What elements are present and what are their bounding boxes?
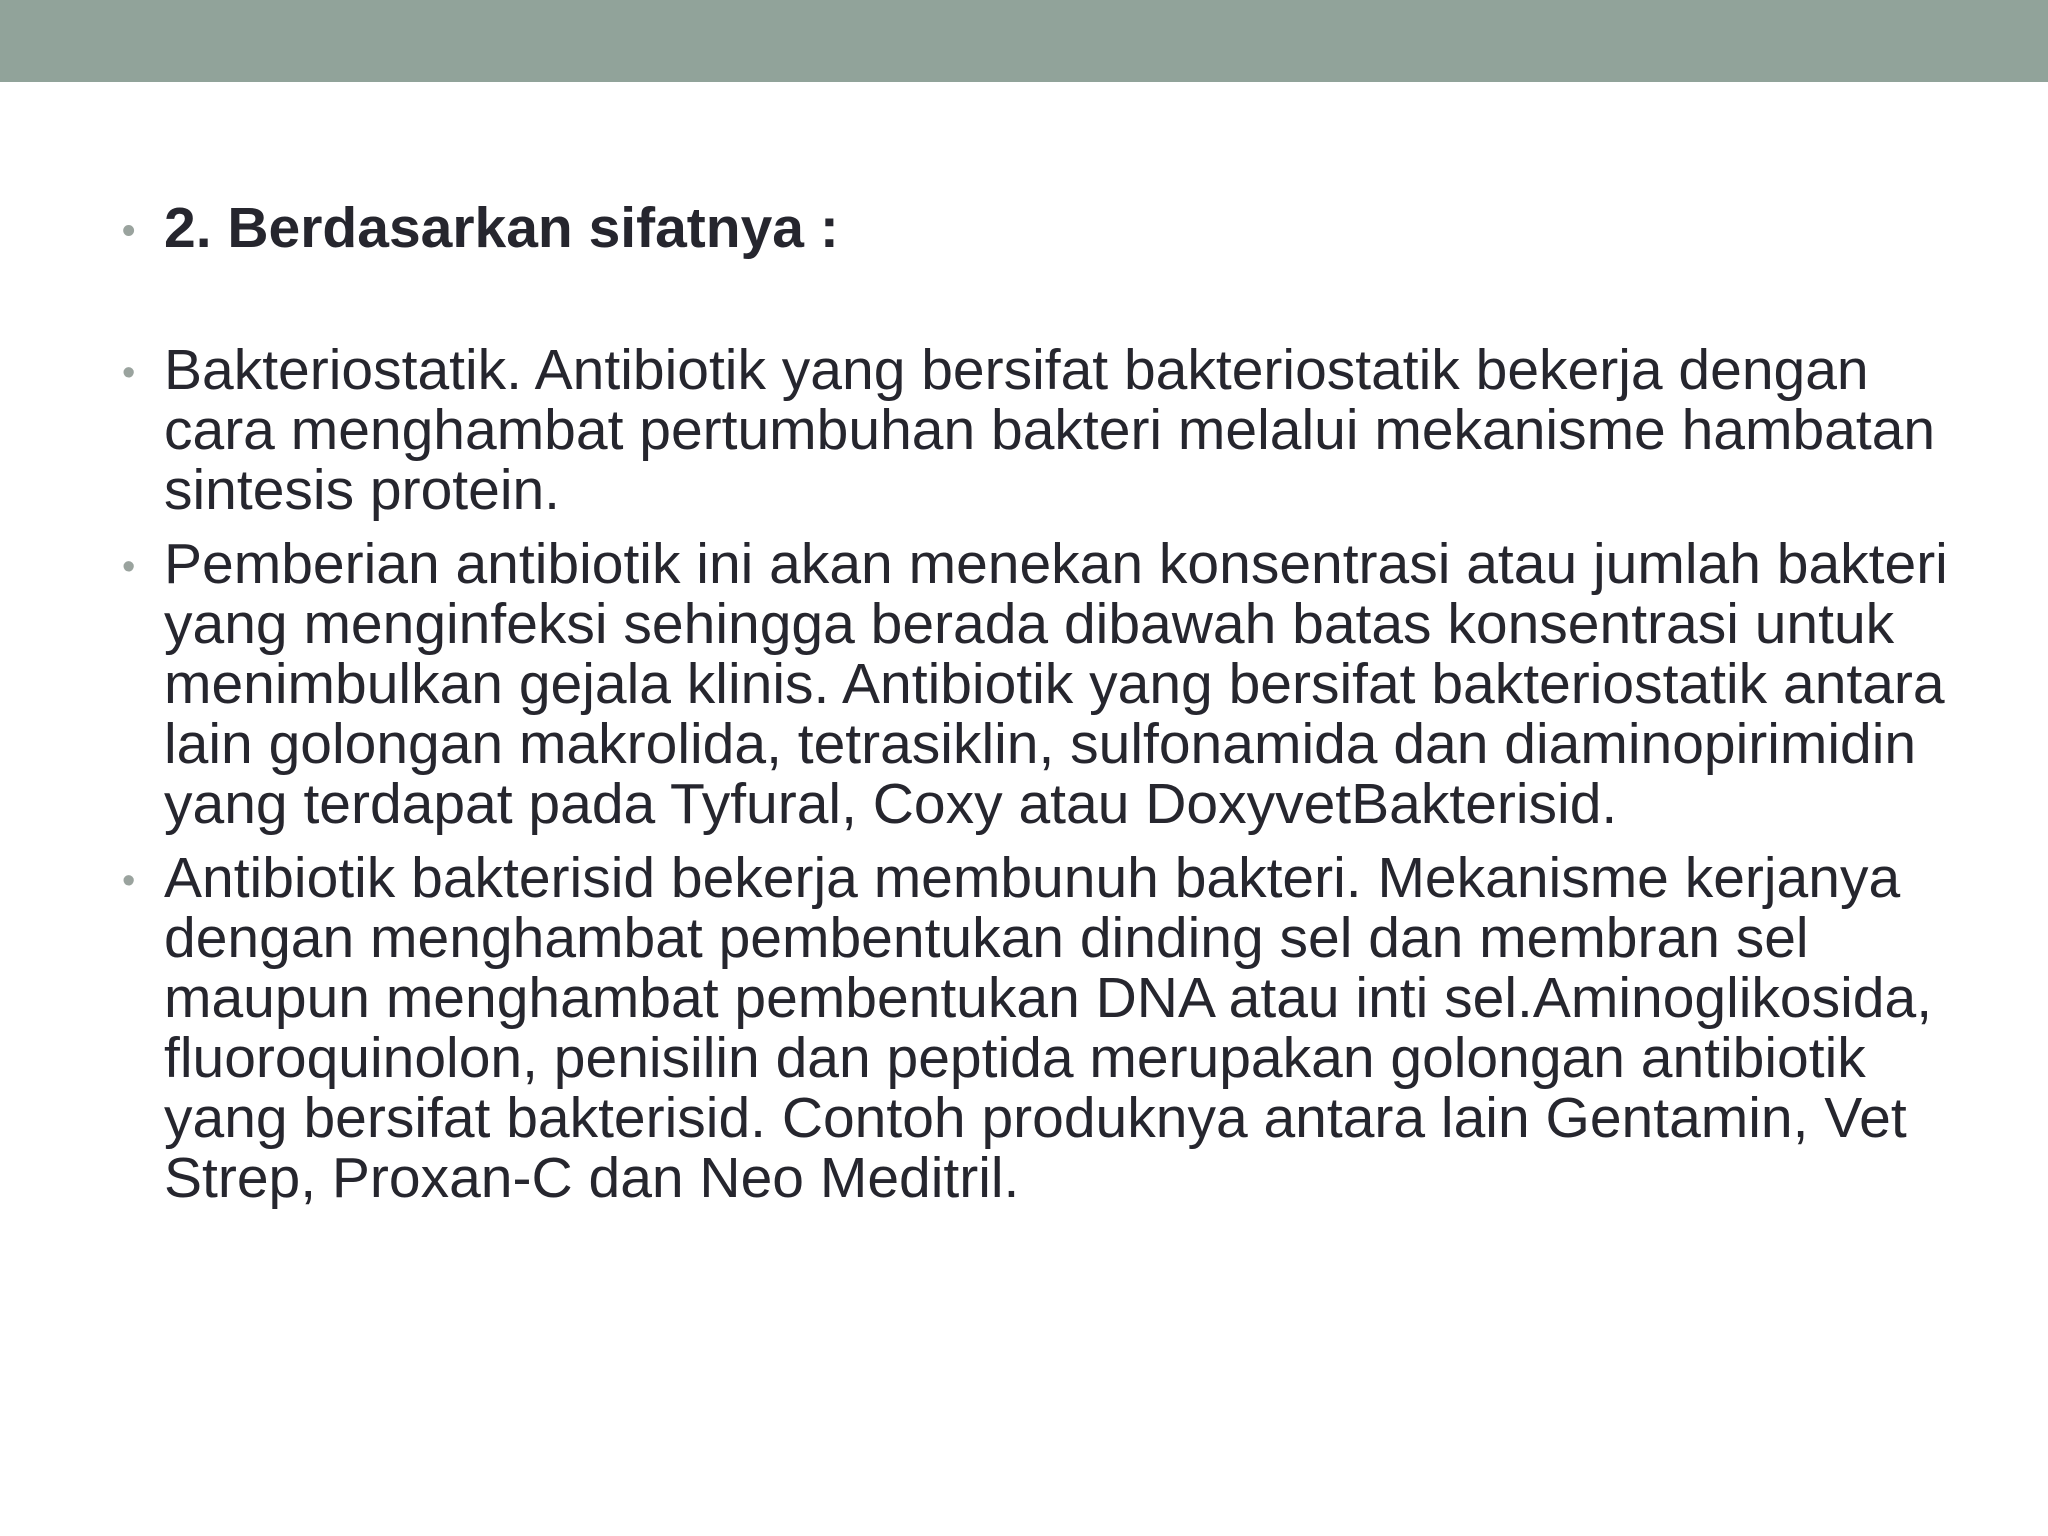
bullet-text: Bakteriostatik. Antibiotik yang bersifat bakteriostatik bekerja dengan cara menghambat pertumbuhan bakteri melalui mekanisme hambatan sintesis protein. [164,338,1936,522]
bullet-dot-icon: • [122,860,136,902]
top-band [0,0,2048,82]
bullet-bakteriostatik [118,340,1978,520]
bullet-text: Antibiotik bakterisid bekerja membunuh bakteri. Mekanisme kerjanya dengan menghambat pembentukan dinding sel dan membran sel maupun menghambat pembentukan DNA atau inti sel.Aminoglikosida, fluoroquinolon, penisilin dan peptida merupakan golongan antibiotik yang bersifat bakterisid. Contoh produknya antara lain Gentamin, Vet Strep, Proxan-C dan Neo Meditril. [164,846,1933,1210]
bullet-heading [118,198,1978,258]
slide-content [118,198,1978,1222]
bullet-text: Pemberian antibiotik ini akan menekan konsentrasi atau jumlah bakteri yang menginfeksi sehingga berada dibawah batas konsentrasi untuk menimbulkan gejala klinis. Antibiotik yang bersifat bakteriostatik antara lain golongan makrolida, tetrasiklin, sulfonamida dan diaminopirimidin yang terdapat pada Tyfural, Coxy atau DoxyvetBakterisid. [164,532,1948,836]
bullet-dot-icon: • [122,352,136,394]
bullet-bakterisid [118,848,1978,1208]
heading-text: 2. Berdasarkan sifatnya : [164,196,839,260]
bullet-pemberian [118,534,1978,834]
bullet-dot-icon: • [122,210,136,252]
bullet-dot-icon: • [122,546,136,588]
